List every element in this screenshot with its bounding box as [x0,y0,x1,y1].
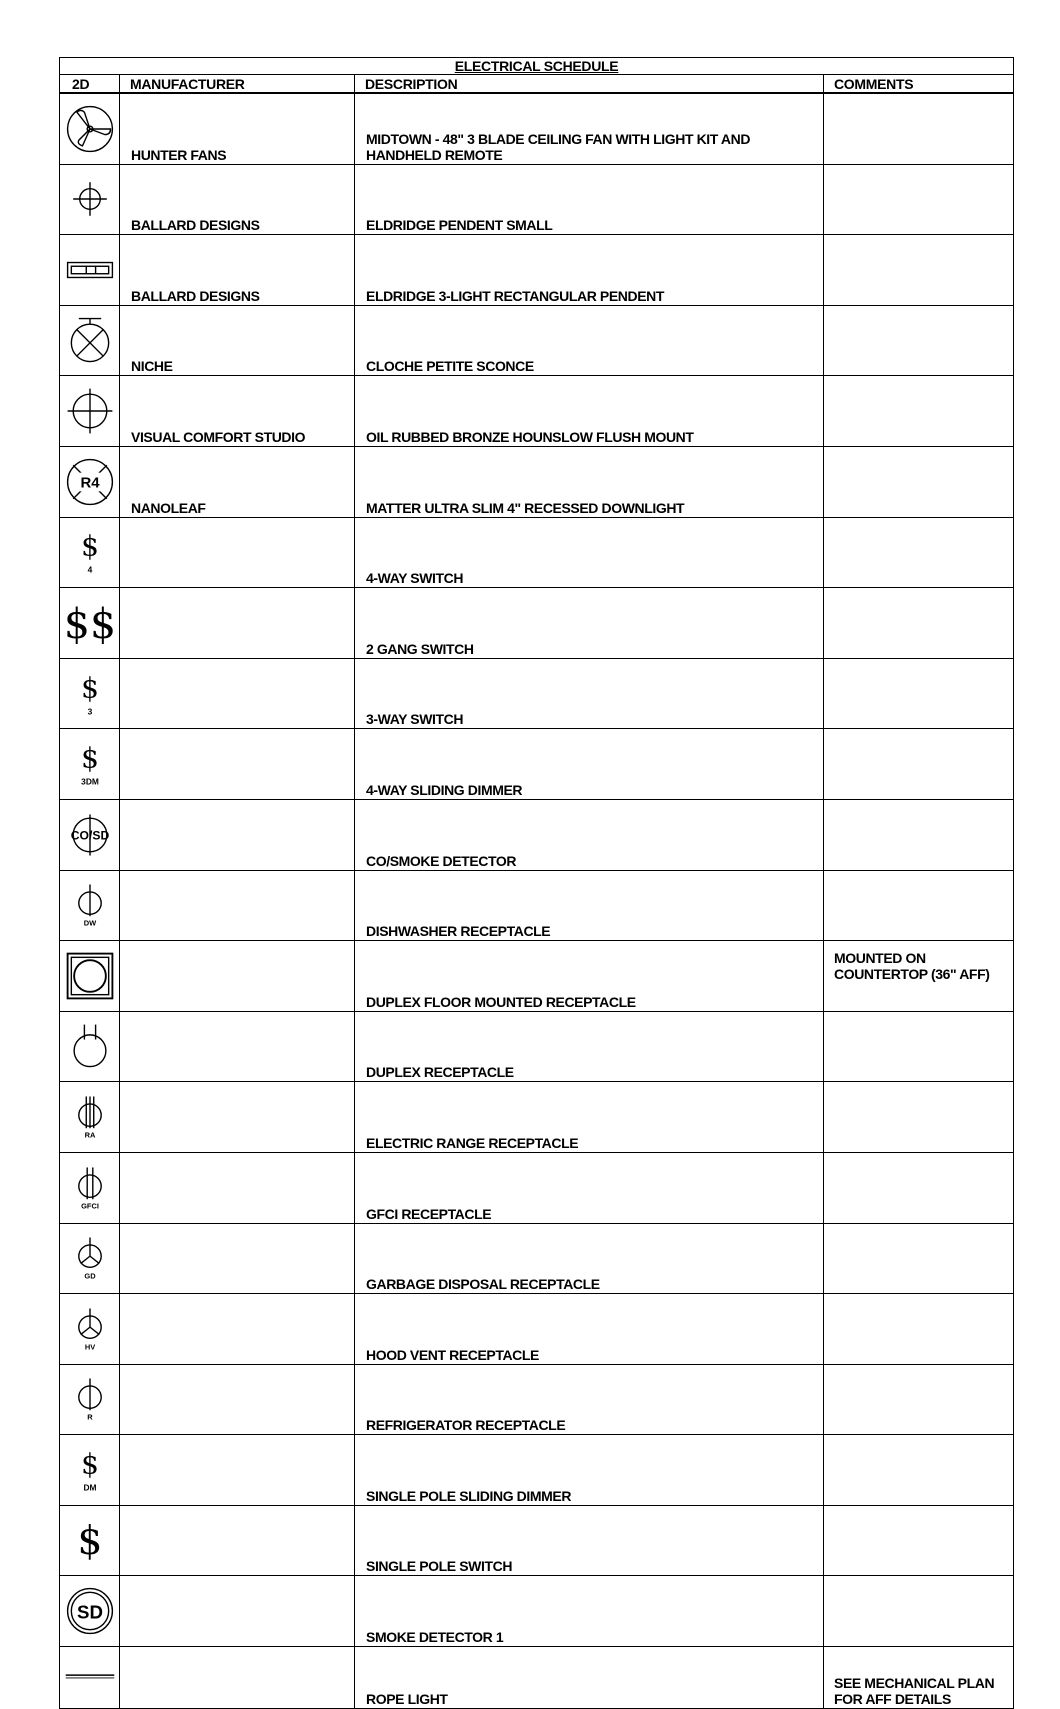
special-receptacle-icon [60,1223,120,1294]
description-cell: SINGLE POLE SLIDING DIMMER [355,1435,824,1506]
table-row [60,305,1014,376]
manufacturer-cell [120,1294,355,1365]
switch-icon [60,729,120,800]
description-cell: MATTER ULTRA SLIM 4" RECESSED DOWNLIGHT [355,446,824,517]
switch-icon [60,1435,120,1506]
schedule-title: ELECTRICAL SCHEDULE [60,58,1014,75]
comments-cell [824,1294,1014,1365]
comments-cell [824,588,1014,659]
description-cell: ELDRIDGE PENDENT SMALL [355,164,824,235]
description-cell: 4-WAY SLIDING DIMMER [355,729,824,800]
table-row [60,1364,1014,1435]
manufacturer-cell [120,870,355,941]
receptacle-single-icon [60,870,120,941]
manufacturer-cell [120,588,355,659]
table-row [60,1082,1014,1153]
comments-cell [824,1152,1014,1223]
svg-text:R4: R4 [79,474,100,492]
description-cell: SINGLE POLE SWITCH [355,1505,824,1576]
duplex-receptacle-icon [60,1011,120,1082]
manufacturer-cell [120,799,355,870]
electrical-schedule [59,57,1013,1709]
manufacturer-cell: NICHE [120,305,355,376]
description-cell: 2 GANG SWITCH [355,588,824,659]
svg-text:3DM: 3DM [80,776,99,787]
comments-cell [824,1505,1014,1576]
co-smoke-detector-icon [60,799,120,870]
recessed-downlight-icon [60,446,120,517]
ceiling-fan-icon [60,93,120,164]
description-cell: ROPE LIGHT [355,1647,824,1709]
manufacturer-cell [120,941,355,1012]
description-cell: DUPLEX RECEPTACLE [355,1011,824,1082]
table-row [60,517,1014,588]
table-row [60,376,1014,447]
svg-text:$$: $$ [63,599,116,648]
svg-text:R: R [86,1413,93,1423]
svg-text:$: $ [80,530,99,564]
description-cell: GARBAGE DISPOSAL RECEPTACLE [355,1223,824,1294]
manufacturer-cell [120,1505,355,1576]
svg-text:$: $ [77,1518,102,1564]
range-receptacle-icon [60,1082,120,1153]
header-description: DESCRIPTION [355,75,824,94]
description-cell: ELECTRIC RANGE RECEPTACLE [355,1082,824,1153]
description-cell: GFCI RECEPTACLE [355,1152,824,1223]
header-symbol: 2D [60,75,120,94]
svg-text:DM: DM [82,1482,97,1493]
manufacturer-cell [120,1223,355,1294]
table-row [60,1223,1014,1294]
description-cell: 4-WAY SWITCH [355,517,824,588]
comments-cell [824,1082,1014,1153]
description-cell: ELDRIDGE 3-LIGHT RECTANGULAR PENDENT [355,235,824,306]
manufacturer-cell [120,1011,355,1082]
manufacturer-cell [120,1576,355,1647]
table-row [60,1152,1014,1223]
manufacturer-cell [120,517,355,588]
manufacturer-cell: BALLARD DESIGNS [120,235,355,306]
comments-cell [824,164,1014,235]
svg-text:$: $ [80,1447,99,1481]
comments-cell [824,305,1014,376]
rope-light-icon [60,1647,120,1709]
table-row [60,164,1014,235]
receptacle-single-icon [60,1364,120,1435]
svg-text:GFCI: GFCI [80,1201,99,1211]
svg-text:DW: DW [83,918,96,928]
description-cell: REFRIGERATOR RECEPTACLE [355,1364,824,1435]
manufacturer-cell [120,1082,355,1153]
description-cell: HOOD VENT RECEPTACLE [355,1294,824,1365]
gfci-receptacle-icon [60,1152,120,1223]
table-row [60,588,1014,659]
table-row [60,93,1014,164]
manufacturer-cell [120,658,355,729]
svg-text:SD: SD [76,1601,103,1623]
comments-cell [824,1576,1014,1647]
comments-cell [824,376,1014,447]
manufacturer-cell: HUNTER FANS [120,93,355,164]
svg-text:4: 4 [87,564,92,575]
svg-text:$: $ [80,671,99,705]
comments-cell [824,517,1014,588]
table-row [60,1011,1014,1082]
manufacturer-cell: VISUAL COMFORT STUDIO [120,376,355,447]
description-cell: DISHWASHER RECEPTACLE [355,870,824,941]
comments-cell [824,93,1014,164]
comments-cell [824,1364,1014,1435]
table-row [60,870,1014,941]
switch-icon [60,517,120,588]
svg-text:HV: HV [84,1342,95,1352]
manufacturer-cell [120,1647,355,1709]
pendant-small-icon [60,164,120,235]
table-row [60,1576,1014,1647]
sconce-icon [60,305,120,376]
double-switch-icon [60,588,120,659]
comments-cell [824,729,1014,800]
table-row [60,799,1014,870]
manufacturer-cell: NANOLEAF [120,446,355,517]
description-cell: CLOCHE PETITE SCONCE [355,305,824,376]
header-comments: COMMENTS [824,75,1014,94]
table-row [60,446,1014,517]
comments-cell [824,446,1014,517]
header-manufacturer: MANUFACTURER [120,75,355,94]
comments-cell: MOUNTED ON COUNTERTOP (36" AFF) [824,941,1014,1012]
comments-cell [824,235,1014,306]
schedule-rows [60,93,1014,1708]
svg-text:CO/SD: CO/SD [70,828,109,843]
table-row [60,1294,1014,1365]
manufacturer-cell: BALLARD DESIGNS [120,164,355,235]
comments-cell [824,1435,1014,1506]
comments-cell [824,658,1014,729]
special-receptacle-icon [60,1294,120,1365]
comments-cell [824,799,1014,870]
comments-cell [824,1223,1014,1294]
manufacturer-cell [120,1152,355,1223]
table-row [60,1435,1014,1506]
schedule-table [59,57,1014,1709]
description-cell: CO/SMOKE DETECTOR [355,799,824,870]
description-cell: SMOKE DETECTOR 1 [355,1576,824,1647]
description-cell: 3-WAY SWITCH [355,658,824,729]
description-cell: DUPLEX FLOOR MOUNTED RECEPTACLE [355,941,824,1012]
smoke-detector-icon [60,1576,120,1647]
rectangular-pendant-icon [60,235,120,306]
table-row [60,658,1014,729]
table-row [60,1505,1014,1576]
table-row [60,235,1014,306]
comments-cell [824,870,1014,941]
switch-icon [60,658,120,729]
manufacturer-cell [120,1435,355,1506]
table-row [60,941,1014,1012]
svg-text:$: $ [80,741,99,775]
comments-cell [824,1011,1014,1082]
manufacturer-cell [120,729,355,800]
svg-text:3: 3 [87,706,92,717]
floor-receptacle-icon [60,941,120,1012]
manufacturer-cell [120,1364,355,1435]
svg-text:RA: RA [84,1130,95,1140]
switch-icon [60,1505,120,1576]
table-row [60,1647,1014,1709]
description-cell: MIDTOWN - 48" 3 BLADE CEILING FAN WITH LIGHT KIT AND HANDHELD REMOTE [355,93,824,164]
description-cell: OIL RUBBED BRONZE HOUNSLOW FLUSH MOUNT [355,376,824,447]
flush-mount-icon [60,376,120,447]
table-row [60,729,1014,800]
comments-cell: SEE MECHANICAL PLAN FOR AFF DETAILS [824,1647,1014,1709]
svg-text:GD: GD [83,1271,96,1281]
